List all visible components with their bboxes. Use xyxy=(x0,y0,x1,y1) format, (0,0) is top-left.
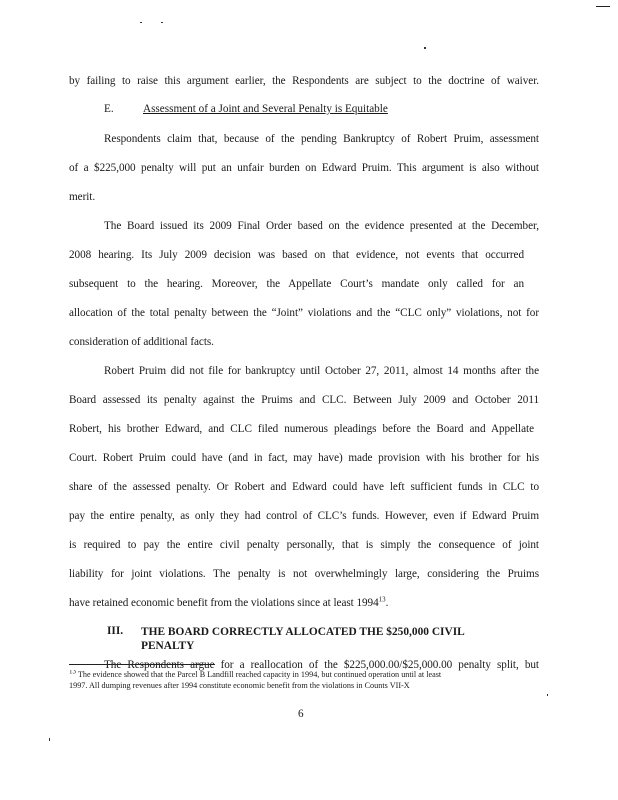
body-line: Robert, his brother Edward, and CLC filed numerous pleadings before the Board and Appellate xyxy=(69,423,534,435)
body-line: Board assessed its penalty against the Pruims and CLC. Between July 2009 and October 2011 xyxy=(69,394,539,406)
body-line xyxy=(69,596,539,610)
body-line: Robert Pruim did not file for bankruptcy until October 27, 2011, almost 14 months after the xyxy=(104,365,539,377)
scan-speck xyxy=(547,694,548,696)
footnote-line xyxy=(69,670,539,680)
body-line: The Board issued its 2009 Final Order based on the evidence presented at the December, xyxy=(104,220,539,232)
body-line: Court. Robert Pruim could have (and in fact, may have) made provision with his brother for his xyxy=(69,452,539,464)
page-number: 6 xyxy=(298,708,304,720)
body-line: merit. xyxy=(69,191,96,203)
body-line: is required to pay the entire civil penalty personally, that is simply the consequence of joint xyxy=(69,539,539,551)
section-number: III. xyxy=(107,625,124,637)
body-line: 2008 hearing. Its July 2009 decision was based on that evidence, not events that occurred xyxy=(69,249,524,261)
footnote-reference: 13 xyxy=(378,596,386,604)
section-number: E. xyxy=(104,103,114,115)
footnote-rule xyxy=(69,664,215,665)
scan-speck xyxy=(49,738,50,741)
body-line: Respondents claim that, because of the pending Bankruptcy of Robert Pruim, assessment xyxy=(104,133,539,145)
scan-mark xyxy=(596,6,610,7)
body-line: consideration of additional facts. xyxy=(69,336,214,348)
footnote-text: The evidence showed that the Parcel B Landfill reached capacity in 1994, but continued operation until at least xyxy=(76,670,442,679)
body-line: pay the entire penalty, as only they had control of CLC’s funds. However, even if Edward Pruim xyxy=(69,510,539,522)
body-line-text: have retained economic benefit from the violations since at least 1994 xyxy=(69,597,379,609)
body-line: allocation of the total penalty between the “Joint” violations and the “CLC only” violations, not for xyxy=(69,307,539,319)
section-title-line: PENALTY xyxy=(141,640,195,652)
scan-speck xyxy=(424,47,426,49)
body-line: liability for joint violations. The penalty is not overwhelmingly large, considering the Pruims xyxy=(69,568,539,580)
sentence-period: . xyxy=(385,597,389,609)
section-title: Assessment of a Joint and Several Penalty is Equitable xyxy=(143,103,388,115)
body-line: subsequent to the hearing. Moreover, the Appellate Court’s mandate only called for an xyxy=(69,278,524,290)
body-line: The Respondents argue for a reallocation of the $225,000.00/$25,000.00 penalty split, but xyxy=(104,659,539,671)
footnote-line: 1997. All dumping revenues after 1994 constitute economic benefit from the violations in Counts VII-X xyxy=(69,681,410,690)
body-line: of a $225,000 penalty will put an unfair burden on Edward Pruim. This argument is also without xyxy=(69,162,539,174)
section-title-line: THE BOARD CORRECTLY ALLOCATED THE $250,000 CIVIL xyxy=(141,626,465,638)
body-line: share of the assessed penalty. Or Robert and Edward could have left sufficient funds in CLC to xyxy=(69,481,539,493)
scan-speck xyxy=(140,22,142,23)
body-line: by failing to raise this argument earlier, the Respondents are subject to the doctrine of waiver. xyxy=(69,75,539,87)
footnote-marker: 13 xyxy=(69,670,76,676)
scan-speck xyxy=(161,22,163,23)
